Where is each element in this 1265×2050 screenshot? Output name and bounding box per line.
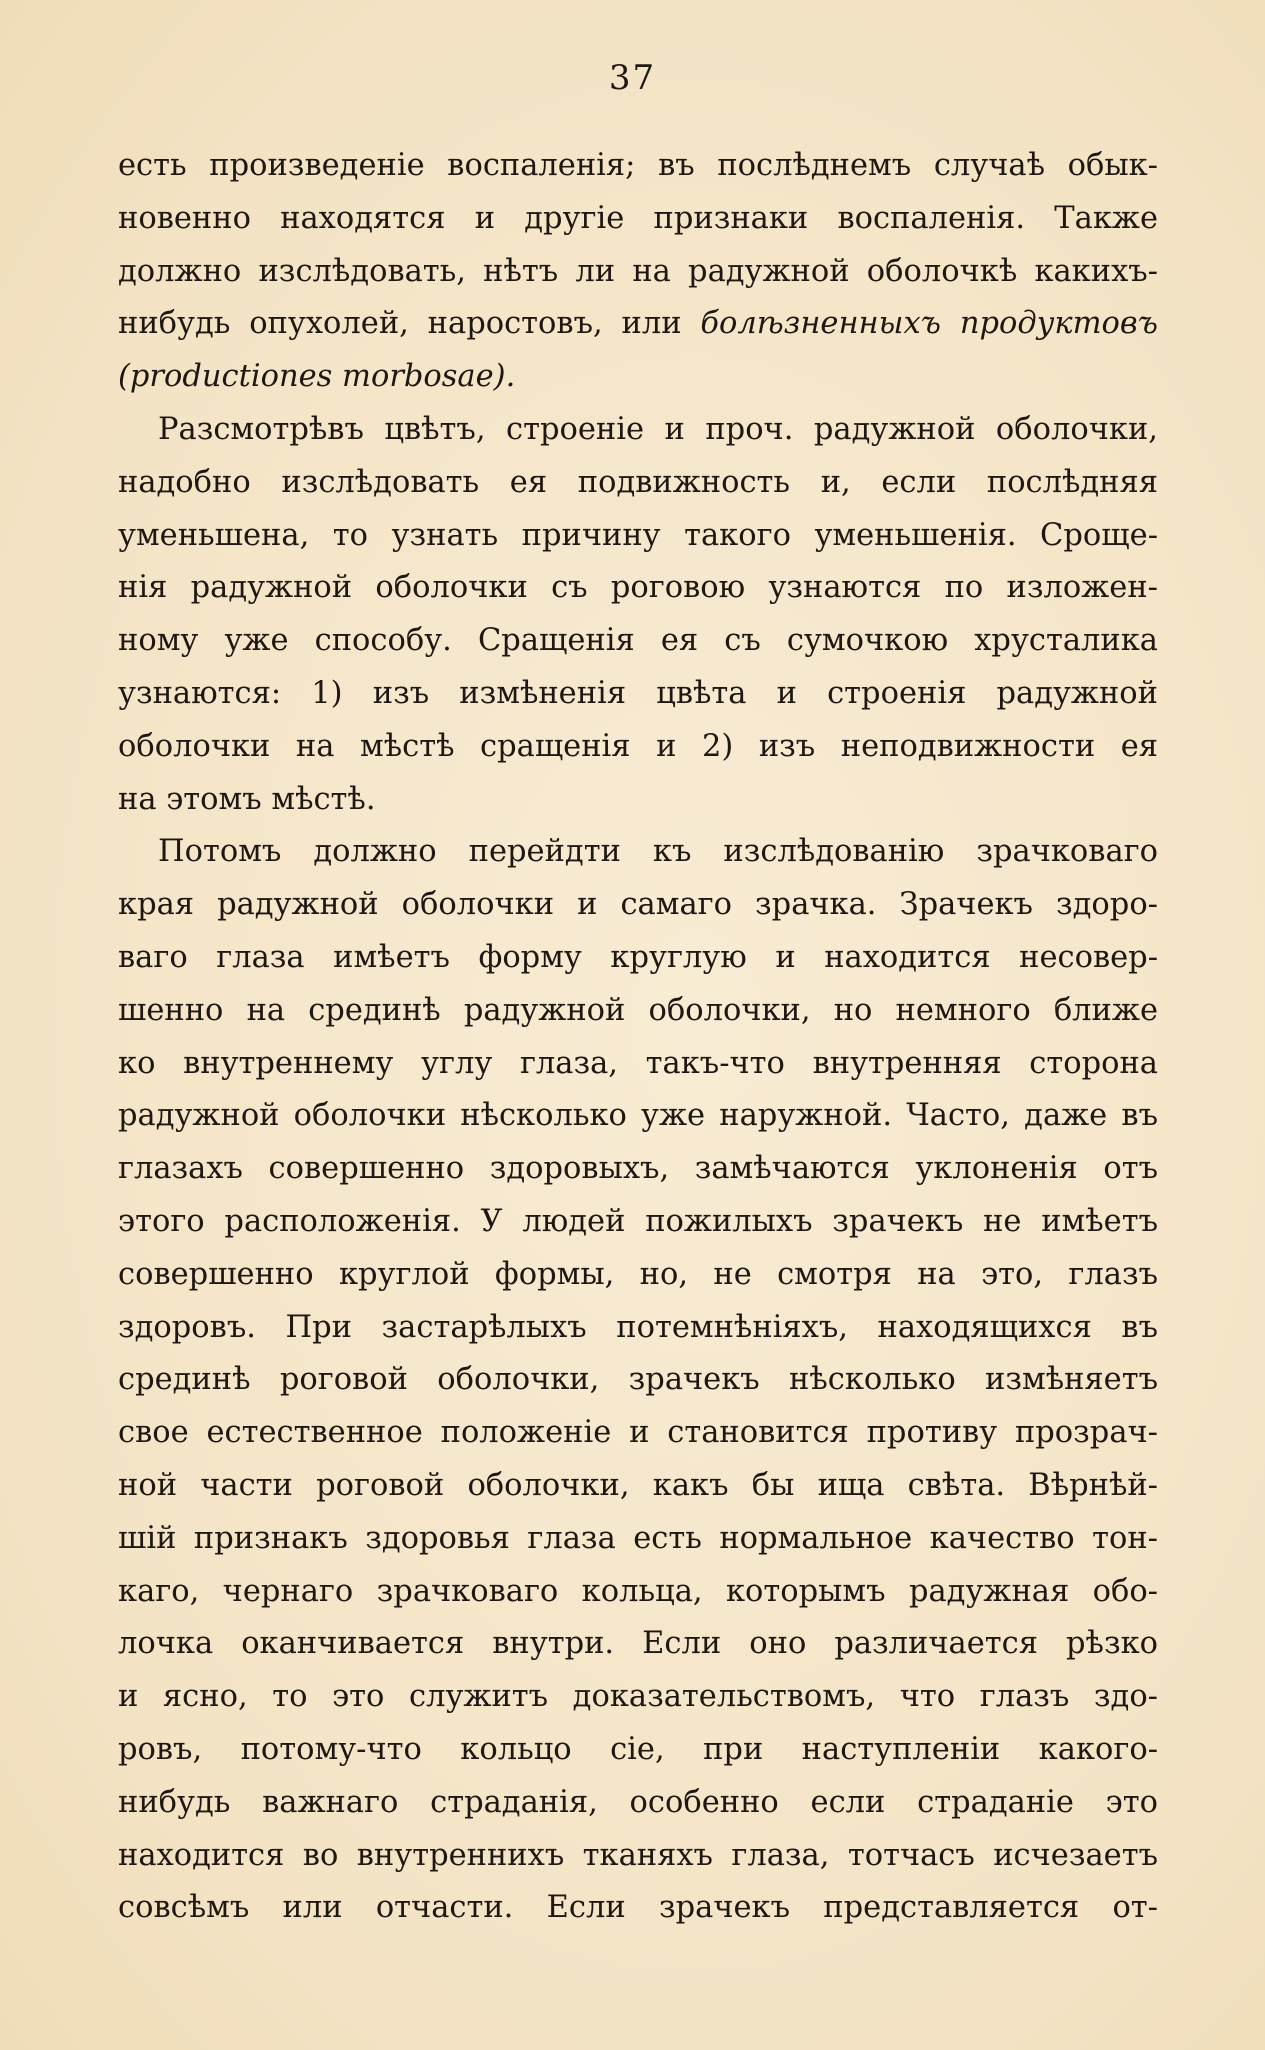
text-line: и ясно, то это служитъ доказательствомъ, что глазъ здо-	[118, 1679, 1158, 1715]
text-line: глазахъ совершенно здоровыхъ, замѣчаются уклоненія отъ	[118, 1151, 1158, 1187]
page-number: 37	[608, 58, 657, 98]
text-line: оболочки на мѣстѣ сращенія и 2) изъ неподвижности ея	[118, 728, 1158, 764]
italic-latin-term: (productiones morbosae).	[118, 359, 516, 395]
paragraph-start-line: Разсмотрѣвъ цвѣтъ, строеніе и проч. радужной оболочки,	[158, 411, 1158, 447]
text-line: здоровъ. При застарѣлыхъ потемнѣніяхъ, находящихся въ	[118, 1309, 1158, 1345]
text-line: находится во внутреннихъ тканяхъ глаза, тотчасъ исчезаетъ	[118, 1837, 1158, 1873]
text-line: срединѣ роговой оболочки, зрачекъ нѣсколько измѣняетъ	[118, 1362, 1158, 1398]
text-line: новенно находятся и другіе признаки воспаленія. Также	[118, 200, 1158, 236]
text-line: надобно изслѣдовать ея подвижность и, если послѣдняя	[118, 464, 1158, 500]
text-line: совершенно круглой формы, но, не смотря на это, глазъ	[118, 1256, 1158, 1292]
text-line: ному уже способу. Сращенія ея съ сумочкою хрусталика	[118, 623, 1158, 659]
text-line: радужной оболочки нѣсколько уже наружной. Часто, даже въ	[118, 1098, 1158, 1134]
text-line: свое естественное положеніе и становится противу прозрач-	[118, 1415, 1158, 1451]
text-line: на этомъ мѣстѣ.	[118, 781, 376, 817]
page-text	[118, 140, 1158, 1935]
text-line: узнаются: 1) изъ измѣненія цвѣта и строенія радужной	[118, 675, 1158, 711]
text-line: этого расположенія. У людей пожилыхъ зрачекъ не имѣетъ	[118, 1203, 1158, 1239]
text-line: ваго глаза имѣетъ форму круглую и находится несовер-	[118, 939, 1158, 975]
paragraph-start-line: Потомъ должно перейдти къ изслѣдованію зрачковаго	[158, 834, 1158, 870]
text-line: каго, чернаго зрачковаго кольца, которымъ радужная обо-	[118, 1573, 1158, 1609]
italic-term: болѣзненныхъ продуктовъ	[700, 306, 1158, 342]
text-line: нія радужной оболочки съ роговою узнаются по изложен-	[118, 570, 1158, 606]
text-line: уменьшена, то узнать причину такого уменьшенія. Сроще-	[118, 517, 1158, 553]
text-line: ной части роговой оболочки, какъ бы ища свѣта. Вѣрнѣй-	[118, 1467, 1158, 1503]
text-line: ко внутреннему углу глаза, такъ-что внутренняя сторона	[118, 1045, 1158, 1081]
text-line: ровъ, потому-что кольцо сіе, при наступленіи какого-	[118, 1731, 1158, 1767]
text-line: совсѣмъ или отчасти. Если зрачекъ представляется от-	[118, 1890, 1158, 1926]
text-line: должно изслѣдовать, нѣтъ ли на радужной оболочкѣ какихъ-	[118, 253, 1158, 289]
text-line: есть произведеніе воспаленія; въ послѣднемъ случаѣ обык-	[118, 148, 1158, 183]
text-line: нибудь важнаго страданія, особенно если страданіе это	[118, 1784, 1158, 1820]
text-line: шенно на срединѣ радужной оболочки, но немного ближе	[118, 992, 1158, 1028]
text-line: лочка оканчивается внутри. Если оно различается рѣзко	[118, 1626, 1158, 1662]
text-line: края радужной оболочки и самаго зрачка. Зрачекъ здоро-	[118, 887, 1158, 923]
line-plain-part: нибудь опухолей, наростовъ, или	[118, 306, 701, 342]
text-line-with-italic	[118, 298, 1158, 351]
text-line: шій признакъ здоровья глаза есть нормальное качество тон-	[118, 1520, 1158, 1556]
